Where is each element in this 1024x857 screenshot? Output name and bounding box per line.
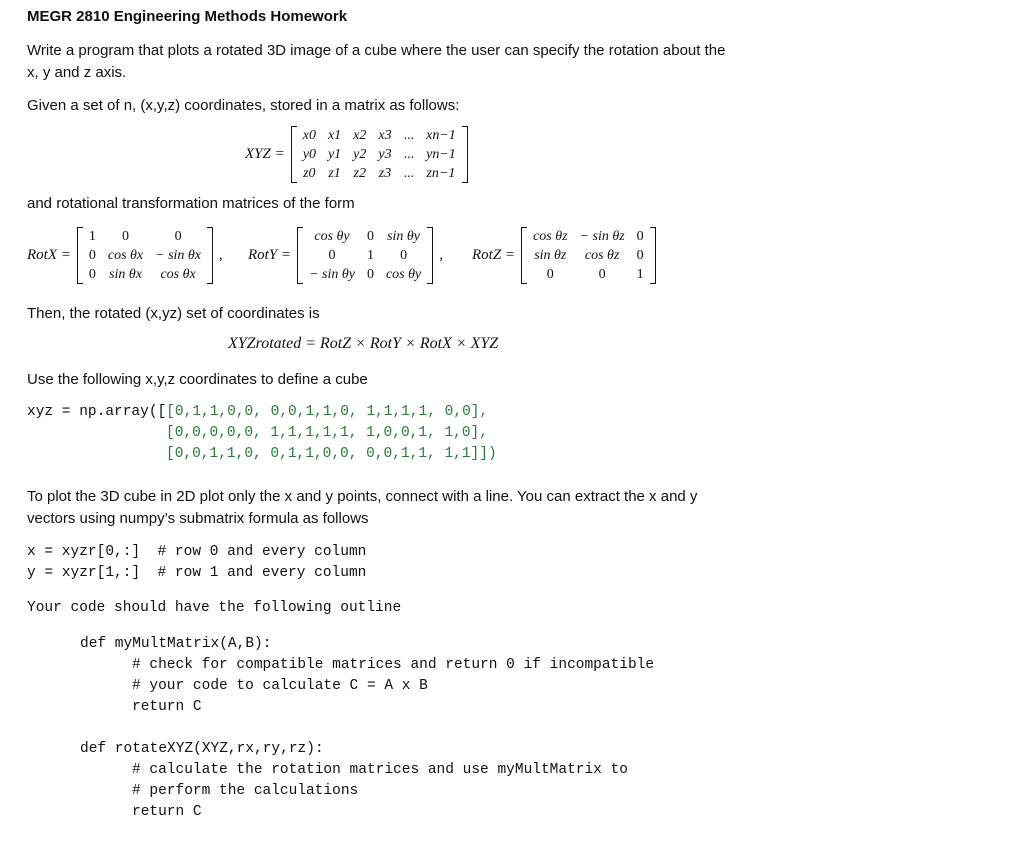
- matrix-cell: cos θx: [160, 267, 196, 282]
- use-following-paragraph: Use the following x,y,z coordinates to define a cube: [27, 371, 368, 388]
- comma-separator: ,: [439, 247, 443, 263]
- right-bracket: [462, 126, 468, 183]
- xyz-code-line1: [0,1,1,0,0, 0,0,1,1,0, 1,1,1,1, 0,0],: [166, 404, 489, 420]
- matrix-row: [83, 227, 207, 246]
- matrix-row: [83, 265, 207, 284]
- matrix-row: [527, 246, 650, 265]
- extract-code-line1: x = xyzr[0,:] # row 0 and every column: [27, 544, 367, 560]
- matrix-cell: sin θy: [387, 229, 421, 244]
- f1-def: def myMultMatrix(A,B):: [80, 636, 272, 652]
- matrix-cell: 0: [122, 229, 129, 244]
- matrix-cell: 0: [174, 229, 182, 244]
- right-bracket: [207, 227, 213, 284]
- matrix-cell: y1: [327, 147, 342, 162]
- matrix-cell: z2: [353, 166, 366, 181]
- matrix-cell: 0: [598, 267, 606, 282]
- matrix-cell: ...: [403, 166, 415, 181]
- matrix-row: [303, 227, 427, 246]
- extract-code-line2: y = xyzr[1,:] # row 1 and every column: [27, 565, 367, 581]
- matrix-cell: sin θx: [109, 267, 142, 282]
- matrix-cell: 0: [400, 248, 408, 263]
- matrix-cell: 0: [328, 248, 336, 263]
- given-paragraph: Given a set of n, (x,y,z) coordinates, stored in a matrix as follows:: [27, 97, 460, 114]
- matrix-cell: z0: [303, 166, 316, 181]
- matrix-cell: 0: [636, 229, 644, 244]
- matrix-cell: cos θy: [314, 229, 350, 244]
- matrix-cell: 1: [636, 267, 644, 282]
- f2-comment1: # calculate the rotation matrices and use myMultMatrix to: [132, 762, 628, 778]
- f1-return: return C: [132, 699, 202, 715]
- matrix-cell: x3: [378, 128, 392, 143]
- rotx-matrix: [27, 227, 229, 284]
- matrix-row: [297, 164, 462, 183]
- roty-label: RotY =: [248, 247, 292, 263]
- matrix-cell: ...: [403, 128, 415, 143]
- matrix-cell: 0: [88, 267, 96, 282]
- matrix-cell: 0: [546, 267, 554, 282]
- matrix-row: [527, 227, 650, 246]
- matrix-cell: z1: [328, 166, 341, 181]
- xyz-matrix-table: [297, 126, 462, 183]
- rotated-equation-text: XYZrotated = RotZ × RotY × RotX × XYZ: [228, 335, 499, 352]
- matrix-cell: 0: [88, 248, 96, 263]
- f2-return: return C: [132, 804, 202, 820]
- outline-code-block: [80, 634, 654, 823]
- extract-code-block: [27, 542, 366, 584]
- matrix-cell: − sin θy: [309, 267, 355, 282]
- matrix-row: [297, 145, 462, 164]
- f2-def: def rotateXYZ(XYZ,rx,ry,rz):: [80, 741, 324, 757]
- matrix-cell: y0: [302, 147, 316, 162]
- matrix-cell: cos θx: [107, 248, 144, 263]
- comma-separator: ,: [219, 247, 223, 263]
- matrix-cell: cos θz: [584, 248, 620, 263]
- xyz-matrix: [245, 126, 468, 183]
- matrix-cell: 0: [366, 229, 374, 244]
- matrix-cell: − sin θz: [579, 229, 625, 244]
- matrix-cell: sin θz: [534, 248, 567, 263]
- f2-comment2: # perform the calculations: [132, 783, 359, 799]
- xyz-code-line2: [0,0,0,0,0, 1,1,1,1,1, 1,0,0,1, 1,0],: [166, 425, 488, 441]
- matrix-cell: 1: [88, 229, 96, 244]
- right-bracket: [427, 227, 433, 284]
- matrix-cell: cos θz: [533, 229, 568, 244]
- matrix-cell: yn−1: [426, 147, 456, 162]
- rotation-intro: and rotational transformation matrices of the form: [27, 195, 355, 212]
- matrix-cell: y3: [378, 147, 392, 162]
- roty-table: [303, 227, 427, 284]
- rotx-table: [83, 227, 207, 284]
- xyz-code-prefix: xyz = np.array([: [27, 404, 167, 420]
- matrix-cell: 1: [366, 248, 374, 263]
- xyz-code-line3: [0,0,1,1,0, 0,1,1,0,0, 0,0,1,1, 1,1]]): [166, 446, 497, 462]
- matrix-cell: 0: [366, 267, 374, 282]
- intro-paragraph: Write a program that plots a rotated 3D image of a cube where the user can specify the rotation about the x, y and z axis.: [27, 42, 726, 81]
- matrix-cell: x1: [327, 128, 342, 143]
- matrix-row: [297, 126, 462, 145]
- rotx-label: RotX =: [27, 247, 71, 263]
- xyz-matrix-label: XYZ =: [245, 146, 285, 162]
- rotz-matrix: [472, 227, 656, 284]
- matrix-cell: zn−1: [426, 166, 456, 181]
- outline-paragraph: Your code should have the following outline: [27, 600, 402, 616]
- f1-comment2: # your code to calculate C = A x B: [132, 678, 428, 694]
- matrix-row: [527, 265, 650, 284]
- plot-paragraph: To plot the 3D cube in 2D plot only the x and y points, connect with a line. You can extract the x and y vectors using numpy’s submatrix formula as follows: [27, 488, 698, 527]
- matrix-cell: x2: [353, 128, 367, 143]
- xyz-code-block: [27, 402, 497, 465]
- matrix-row: [303, 265, 427, 284]
- right-bracket: [650, 227, 656, 284]
- matrix-cell: y2: [353, 147, 367, 162]
- matrix-row: [303, 246, 427, 265]
- matrix-cell: 0: [636, 248, 644, 263]
- matrix-cell: cos θy: [385, 267, 422, 282]
- matrix-cell: − sin θx: [155, 248, 202, 263]
- f1-comment1: # check for compatible matrices and return 0 if incompatible: [132, 657, 655, 673]
- matrix-row: [83, 246, 207, 265]
- rotz-label: RotZ =: [472, 247, 516, 263]
- rotated-equation: [228, 335, 498, 353]
- then-paragraph: Then, the rotated (x,yz) set of coordinates is: [27, 305, 320, 322]
- matrix-cell: z3: [378, 166, 392, 181]
- roty-matrix: [248, 227, 449, 284]
- matrix-cell: ...: [403, 147, 415, 162]
- rotz-table: [527, 227, 650, 284]
- matrix-cell: x0: [302, 128, 316, 143]
- matrix-cell: xn−1: [426, 128, 456, 143]
- page-title: MEGR 2810 Engineering Methods Homework: [27, 8, 348, 25]
